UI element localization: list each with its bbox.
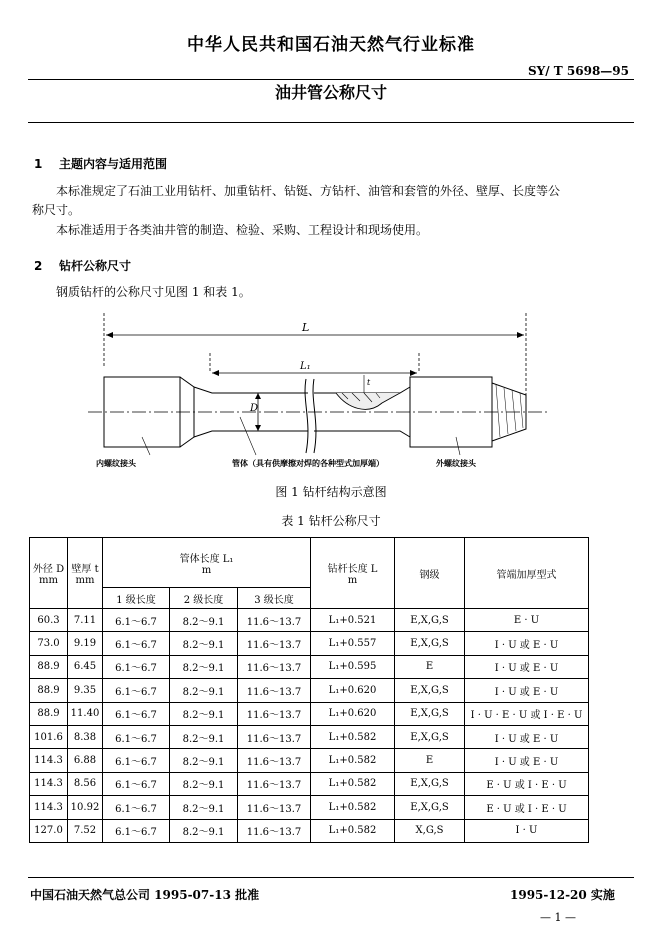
cell-grade: E,X,G,S	[395, 796, 465, 819]
cell-pipe-length: L₁+0.620	[311, 679, 395, 702]
head-range-1: 1 级长度	[103, 588, 170, 609]
section-2-title: 钻杆公称尺寸	[59, 259, 132, 273]
t-label: t	[367, 378, 371, 387]
cell-range-1: 6.1～6.7	[103, 725, 170, 748]
cell-pipe-length: L₁+0.582	[311, 819, 395, 842]
cell-grade: E,X,G,S	[395, 772, 465, 795]
cell-upset: I · U · E · U 或 I · E · U	[465, 702, 589, 725]
cell-wall: 6.88	[68, 749, 103, 772]
table-row	[30, 679, 589, 702]
cell-range-3: 11.6～13.7	[238, 702, 311, 725]
title-rule	[28, 122, 634, 123]
footer-rule	[28, 877, 634, 878]
cell-od: 114.3	[30, 796, 68, 819]
cell-range-3: 11.6～13.7	[238, 725, 311, 748]
cell-range-1: 6.1～6.7	[103, 679, 170, 702]
cell-pipe-length: L₁+0.582	[311, 796, 395, 819]
cell-range-2: 8.2～9.1	[170, 609, 238, 632]
head-body-length-label: 管体长度 L₁	[179, 553, 234, 565]
cell-range-3: 11.6～13.7	[238, 749, 311, 772]
page-number: — 1 —	[540, 911, 576, 924]
head-range-3: 3 级长度	[238, 588, 311, 609]
head-grade: 钢级	[395, 538, 465, 609]
cell-upset: E · U 或 I · E · U	[465, 796, 589, 819]
cell-grade: E,X,G,S	[395, 632, 465, 655]
cell-range-2: 8.2～9.1	[170, 819, 238, 842]
cell-range-3: 11.6～13.7	[238, 796, 311, 819]
cell-range-1: 6.1～6.7	[103, 796, 170, 819]
cell-grade: E,X,G,S	[395, 609, 465, 632]
standard-number: SY/ T 5698—95	[528, 64, 629, 78]
cell-upset: E · U 或 I · E · U	[465, 772, 589, 795]
cell-range-3: 11.6～13.7	[238, 655, 311, 678]
section-1-title: 主题内容与适用范围	[59, 157, 168, 171]
cell-upset: I · U	[465, 819, 589, 842]
cell-od: 127.0	[30, 819, 68, 842]
l-label: L	[302, 321, 310, 334]
cell-range-2: 8.2～9.1	[170, 796, 238, 819]
cell-od: 101.6	[30, 725, 68, 748]
head-upset: 管端加厚型式	[465, 538, 589, 609]
cell-range-3: 11.6～13.7	[238, 819, 311, 842]
cell-range-1: 6.1～6.7	[103, 655, 170, 678]
section-1-para2: 本标准适用于各类油井管的制造、检验、采购、工程设计和现场使用。	[56, 223, 429, 237]
head-body-length-unit: m	[201, 564, 212, 576]
cell-upset: E · U	[465, 609, 589, 632]
drill-pipe-diagram	[80, 305, 560, 477]
effective-date: 1995-12-20 实施	[510, 888, 615, 902]
cell-range-2: 8.2～9.1	[170, 725, 238, 748]
d-label: D	[250, 403, 259, 414]
cell-grade: E	[395, 655, 465, 678]
table-caption: 表 1 钻杆公称尺寸	[281, 514, 381, 528]
cell-grade: X,G,S	[395, 819, 465, 842]
cell-od: 88.9	[30, 679, 68, 702]
cell-wall: 9.35	[68, 679, 103, 702]
table-row	[30, 725, 589, 748]
table-row	[30, 819, 589, 842]
cell-wall: 8.38	[68, 725, 103, 748]
cell-wall: 11.40	[68, 702, 103, 725]
l1-label: L₁	[300, 361, 311, 372]
cell-grade: E,X,G,S	[395, 702, 465, 725]
head-od-label: 外径 D	[32, 564, 65, 575]
cell-od: 60.3	[30, 609, 68, 632]
cell-range-2: 8.2～9.1	[170, 772, 238, 795]
cell-range-1: 6.1～6.7	[103, 702, 170, 725]
cell-od: 88.9	[30, 655, 68, 678]
cell-wall: 8.56	[68, 772, 103, 795]
cell-pipe-length: L₁+0.521	[311, 609, 395, 632]
head-wall	[68, 538, 103, 609]
cell-range-3: 11.6～13.7	[238, 632, 311, 655]
cell-range-2: 8.2～9.1	[170, 632, 238, 655]
cell-range-3: 11.6～13.7	[238, 679, 311, 702]
cell-range-3: 11.6～13.7	[238, 772, 311, 795]
cell-pipe-length: L₁+0.582	[311, 725, 395, 748]
head-pipe-length-unit: m	[347, 575, 358, 586]
cell-range-1: 6.1～6.7	[103, 772, 170, 795]
cell-upset: I · U 或 E · U	[465, 655, 589, 678]
cell-wall: 6.45	[68, 655, 103, 678]
section-1-heading	[34, 155, 167, 172]
cell-od: 114.3	[30, 772, 68, 795]
cell-range-2: 8.2～9.1	[170, 749, 238, 772]
approval-note: 中国石油天然气总公司 1995-07-13 批准	[30, 888, 260, 902]
label-pin-joint: 外螺纹接头	[436, 459, 476, 468]
label-box-joint: 内螺纹接头	[96, 459, 136, 468]
head-od	[30, 538, 68, 609]
cell-range-1: 6.1～6.7	[103, 632, 170, 655]
cell-pipe-length: L₁+0.582	[311, 772, 395, 795]
cell-range-2: 8.2～9.1	[170, 655, 238, 678]
cell-od: 88.9	[30, 702, 68, 725]
cell-wall: 9.19	[68, 632, 103, 655]
section-1-number: 1	[34, 157, 43, 171]
head-wall-unit: mm	[75, 575, 95, 586]
section-2-number: 2	[34, 259, 43, 273]
table-row	[30, 655, 589, 678]
drill-pipe-table	[29, 537, 589, 843]
section-1-para1-line2: 称尺寸。	[32, 203, 81, 217]
head-range-2: 2 级长度	[170, 588, 238, 609]
cell-upset: I · U 或 E · U	[465, 749, 589, 772]
table-row	[30, 702, 589, 725]
table-row	[30, 609, 589, 632]
head-od-unit: mm	[39, 575, 58, 586]
table-row	[30, 749, 589, 772]
cell-grade: E	[395, 749, 465, 772]
figure-caption: 图 1 钻杆结构示意图	[275, 485, 387, 499]
head-wall-label: 壁厚 t	[71, 564, 99, 575]
table-row	[30, 632, 589, 655]
cell-upset: I · U 或 E · U	[465, 632, 589, 655]
head-pipe-length-label: 钻杆长度 L	[327, 564, 378, 575]
head-pipe-length	[311, 538, 395, 609]
cell-upset: I · U 或 E · U	[465, 725, 589, 748]
section-2-para: 钢质钻杆的公称尺寸见图 1 和表 1。	[56, 285, 251, 299]
cell-wall: 7.52	[68, 819, 103, 842]
cell-pipe-length: L₁+0.582	[311, 749, 395, 772]
page-title: 油井管公称尺寸	[274, 83, 387, 102]
label-pipe-body: 管体（具有供摩擦对焊的各种型式加厚端）	[232, 459, 384, 468]
cell-range-2: 8.2～9.1	[170, 702, 238, 725]
cell-grade: E,X,G,S	[395, 679, 465, 702]
break-line-left	[305, 379, 308, 453]
cell-range-1: 6.1～6.7	[103, 819, 170, 842]
cell-wall: 7.11	[68, 609, 103, 632]
table-row	[30, 772, 589, 795]
cell-range-2: 8.2～9.1	[170, 679, 238, 702]
cell-od: 114.3	[30, 749, 68, 772]
cell-range-1: 6.1～6.7	[103, 749, 170, 772]
cell-grade: E,X,G,S	[395, 725, 465, 748]
standard-header: 中华人民共和国石油天然气行业标准	[187, 35, 475, 55]
cell-range-3: 11.6～13.7	[238, 609, 311, 632]
cell-pipe-length: L₁+0.620	[311, 702, 395, 725]
leader-body	[240, 417, 256, 455]
cell-upset: I · U 或 E · U	[465, 679, 589, 702]
cell-pipe-length: L₁+0.595	[311, 655, 395, 678]
table-row	[30, 796, 589, 819]
section-2-heading	[34, 257, 131, 274]
section-1-para1-line1: 本标准规定了石油工业用钻杆、加重钻杆、钻铤、方钻杆、油管和套管的外径、壁厚、长度等公	[56, 184, 561, 198]
cell-range-1: 6.1～6.7	[103, 609, 170, 632]
head-body-length	[103, 538, 311, 588]
upset-weld-zone	[336, 393, 400, 409]
cell-pipe-length: L₁+0.557	[311, 632, 395, 655]
break-line-right	[313, 379, 316, 453]
cell-wall: 10.92	[68, 796, 103, 819]
cell-od: 73.0	[30, 632, 68, 655]
